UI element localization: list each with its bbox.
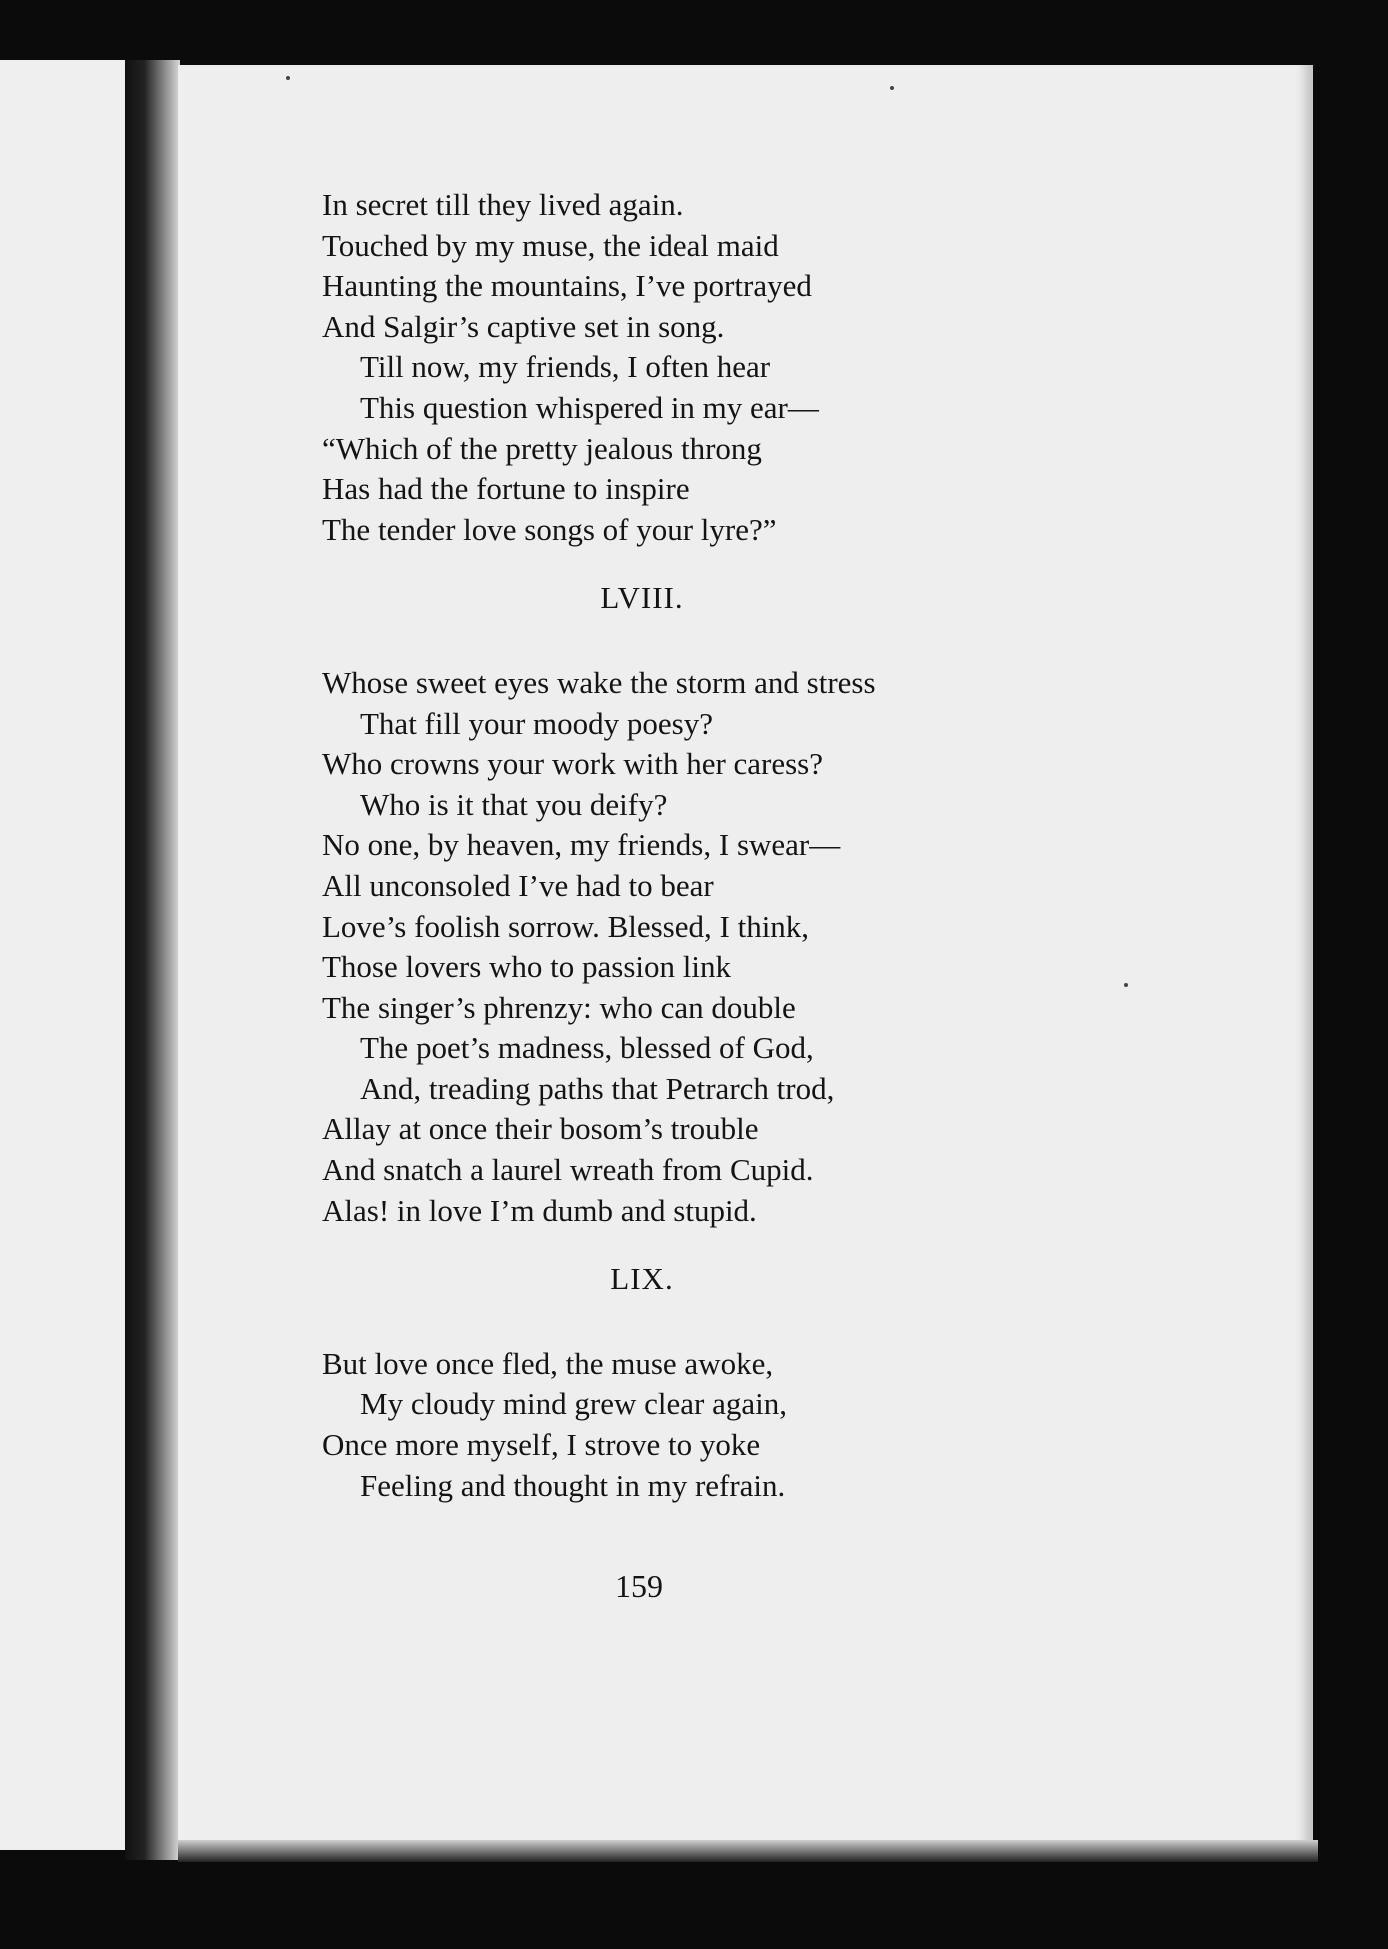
stanza-heading: LIX.: [610, 1261, 674, 1297]
poem-line: My cloudy mind grew clear again,: [360, 1386, 787, 1422]
poem-line: This question whispered in my ear—: [360, 389, 819, 425]
poem-line: Alas! in love I’m dumb and stupid.: [322, 1192, 757, 1228]
page-speck: [1124, 983, 1128, 987]
stanza-lviii: [322, 663, 1082, 1231]
poem-line: Haunting the mountains, I’ve portrayed: [322, 268, 812, 304]
poem-line: And snatch a laurel wreath from Cupid.: [322, 1152, 814, 1188]
page-speck: [890, 86, 894, 90]
poem-line: Love’s foolish sorrow. Blessed, I think,: [322, 908, 810, 944]
poem-line: In secret till they lived again.: [322, 187, 684, 222]
poem-line: All unconsoled I’ve had to bear: [322, 867, 714, 903]
page-bottom-shadow: [178, 1840, 1318, 1862]
poem-line: But love once fled, the muse awoke,: [322, 1345, 774, 1381]
poem-line: And, treading paths that Petrarch trod,: [360, 1070, 835, 1106]
poem-line: The singer’s phrenzy: who can double: [322, 989, 796, 1025]
poem-line: Allay at once their bosom’s trouble: [322, 1111, 759, 1147]
poem-line: Till now, my friends, I often hear: [360, 349, 771, 385]
poem-line: No one, by heaven, my friends, I swear—: [322, 827, 841, 863]
poem-line: Who is it that you deify?: [360, 786, 668, 822]
poem-line: Has had the fortune to inspire: [322, 471, 690, 507]
poem-line: That fill your moody poesy?: [360, 705, 713, 741]
poem-line: Whose sweet eyes wake the storm and stress: [322, 664, 876, 700]
poem-line: Feeling and thought in my refrain.: [360, 1467, 786, 1503]
poem-line: Who crowns your work with her caress?: [322, 746, 824, 782]
poem-line: “Which of the pretty jealous throng: [322, 430, 762, 466]
stanza-heading: LVIII.: [600, 580, 684, 616]
poem-line: Once more myself, I strove to yoke: [322, 1427, 761, 1463]
page-speck: [286, 76, 290, 80]
poem-line: Touched by my muse, the ideal maid: [322, 227, 779, 263]
poem-line: The poet’s madness, blessed of God,: [360, 1030, 814, 1066]
page-number: 159: [615, 1568, 663, 1604]
poem-line: Those lovers who to passion link: [322, 949, 731, 985]
poem-line: The tender love songs of your lyre?”: [322, 511, 777, 547]
poem-text: [322, 185, 1082, 1506]
stanza-continued: [322, 185, 1082, 550]
poem-line: And Salgir’s captive set in song.: [322, 308, 725, 344]
stanza-lix: [322, 1344, 1082, 1506]
